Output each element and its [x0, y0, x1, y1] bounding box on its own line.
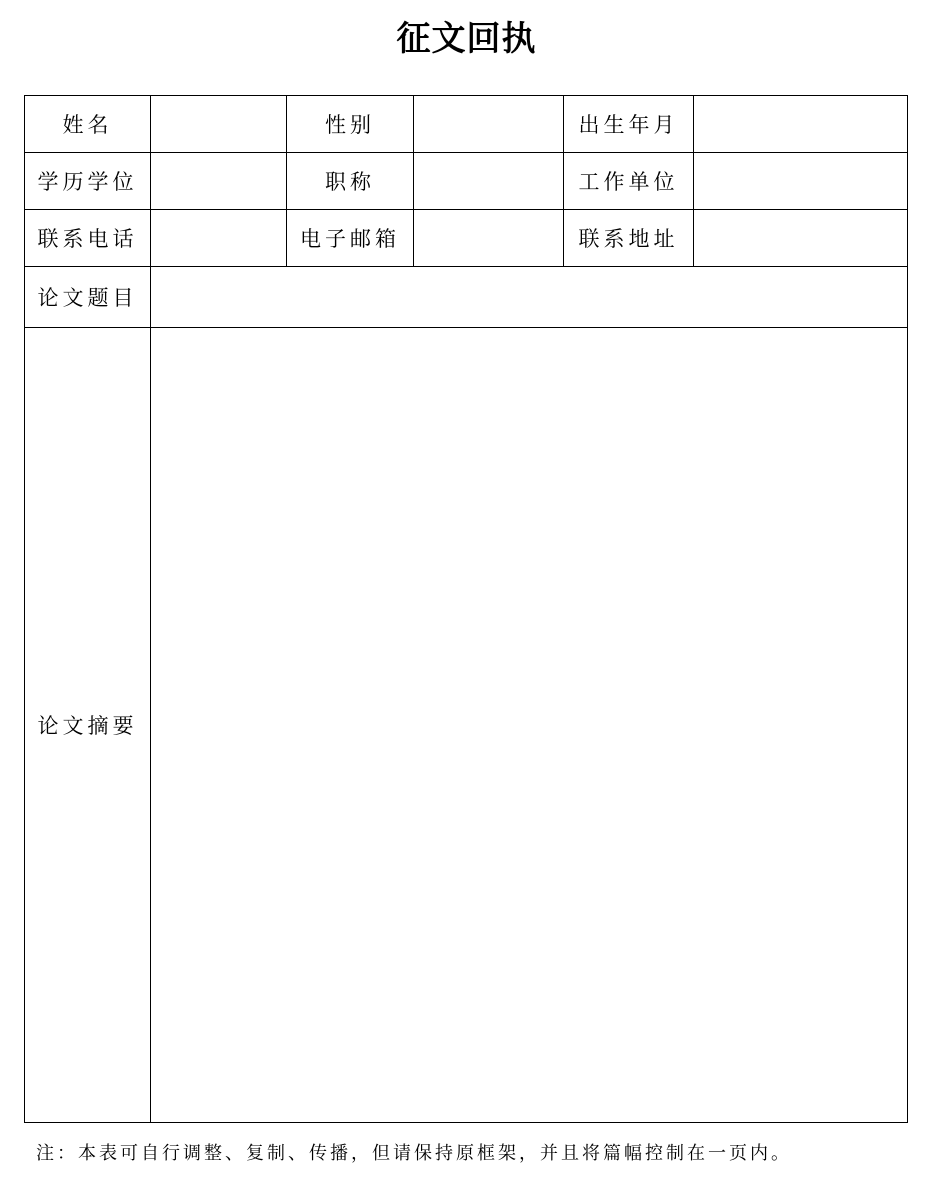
form-row-contact [25, 210, 908, 267]
address-label: 联系地址 [564, 210, 694, 267]
education-field[interactable] [151, 153, 287, 210]
phone-field[interactable] [151, 210, 287, 267]
form-row-abstract [25, 328, 908, 1123]
gender-label: 性别 [287, 96, 414, 153]
email-field[interactable] [414, 210, 564, 267]
paper-title-label: 论文题目 [25, 267, 151, 328]
form-row-education [25, 153, 908, 210]
education-label: 学历学位 [25, 153, 151, 210]
abstract-label: 论文摘要 [25, 328, 151, 1123]
abstract-field[interactable] [151, 328, 908, 1123]
name-label: 姓名 [25, 96, 151, 153]
form-row-paper-title [25, 267, 908, 328]
paper-title-field[interactable] [151, 267, 908, 328]
birth-date-label: 出生年月 [564, 96, 694, 153]
address-field[interactable] [694, 210, 908, 267]
submission-form-table [24, 95, 908, 1123]
footnote: 注：本表可自行调整、复制、传播，但请保持原框架，并且将篇幅控制在一页内。 [36, 1143, 792, 1164]
email-label: 电子邮箱 [287, 210, 414, 267]
job-title-field[interactable] [414, 153, 564, 210]
job-title-label: 职称 [287, 153, 414, 210]
page-title: 征文回执 [396, 19, 537, 59]
birth-date-field[interactable] [694, 96, 908, 153]
gender-field[interactable] [414, 96, 564, 153]
phone-label: 联系电话 [25, 210, 151, 267]
work-unit-label: 工作单位 [564, 153, 694, 210]
work-unit-field[interactable] [694, 153, 908, 210]
form-row-personal [25, 96, 908, 153]
name-field[interactable] [151, 96, 287, 153]
